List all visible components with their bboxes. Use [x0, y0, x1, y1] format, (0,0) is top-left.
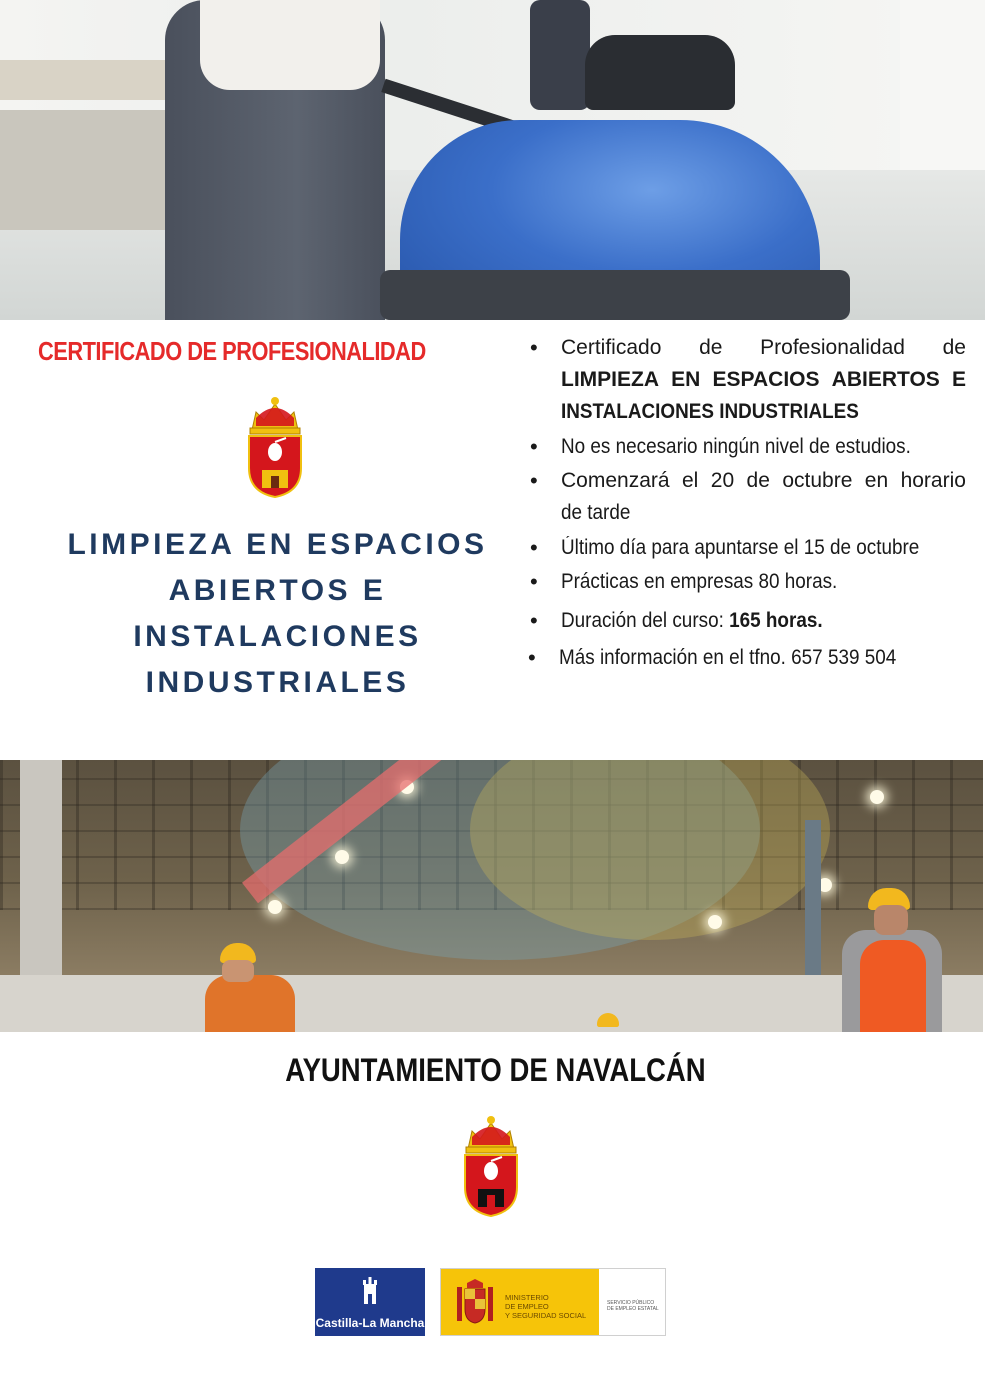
navalcan-crest-icon	[462, 1112, 520, 1218]
ministry-text: MINISTERIO DE EMPLEO Y SEGURIDAD SOCIAL	[505, 1293, 587, 1320]
navalcan-crest-icon	[246, 394, 304, 498]
list-item: • Comenzará el 20 de octubre en horario de tarde	[530, 465, 966, 529]
list-item: • Prácticas en empresas 80 horas.	[530, 566, 868, 598]
list-item: • No es necesario ningún nivel de estudios.	[530, 431, 950, 463]
top-photo-floor-scrubber	[0, 0, 985, 320]
town-hall-name: AYUNTAMIENTO DE NAVALCÁN	[284, 1052, 706, 1088]
castilla-la-mancha-logo	[315, 1268, 425, 1336]
course-title-line: INDUSTRIALES	[145, 666, 410, 699]
list-item: • Último día para apuntarse el 15 de octubre	[530, 532, 959, 564]
employment-service-text: SERVICIO PÚBLICO DE EMPLEO ESTATAL	[607, 1300, 659, 1312]
castilla-la-mancha-label: Castilla-La Mancha	[315, 1316, 425, 1330]
list-item: • Más información en el tfno. 657 539 504	[528, 642, 934, 674]
bottom-photo-warehouse-workers	[0, 760, 983, 1032]
list-item: • Duración del curso: 165 horas.	[530, 605, 852, 637]
course-title-line: ABIERTOS E	[168, 574, 387, 607]
course-title-line: LIMPIEZA EN ESPACIOS	[67, 528, 488, 561]
spain-coat-of-arms-icon	[453, 1279, 497, 1325]
course-title-line: INSTALACIONES	[133, 620, 422, 653]
list-item: • Certificado de Profesionalidad de LIMPIEZA EN ESPACIOS ABIERTOS E INSTALACIONES INDUSTRIALES	[530, 332, 966, 428]
castilla-la-mancha-emblem-icon	[360, 1276, 380, 1306]
course-title	[30, 522, 525, 706]
ministry-employment-logo	[440, 1268, 666, 1336]
certificate-heading: CERTIFICADO DE PROFESIONALIDAD	[38, 336, 426, 366]
